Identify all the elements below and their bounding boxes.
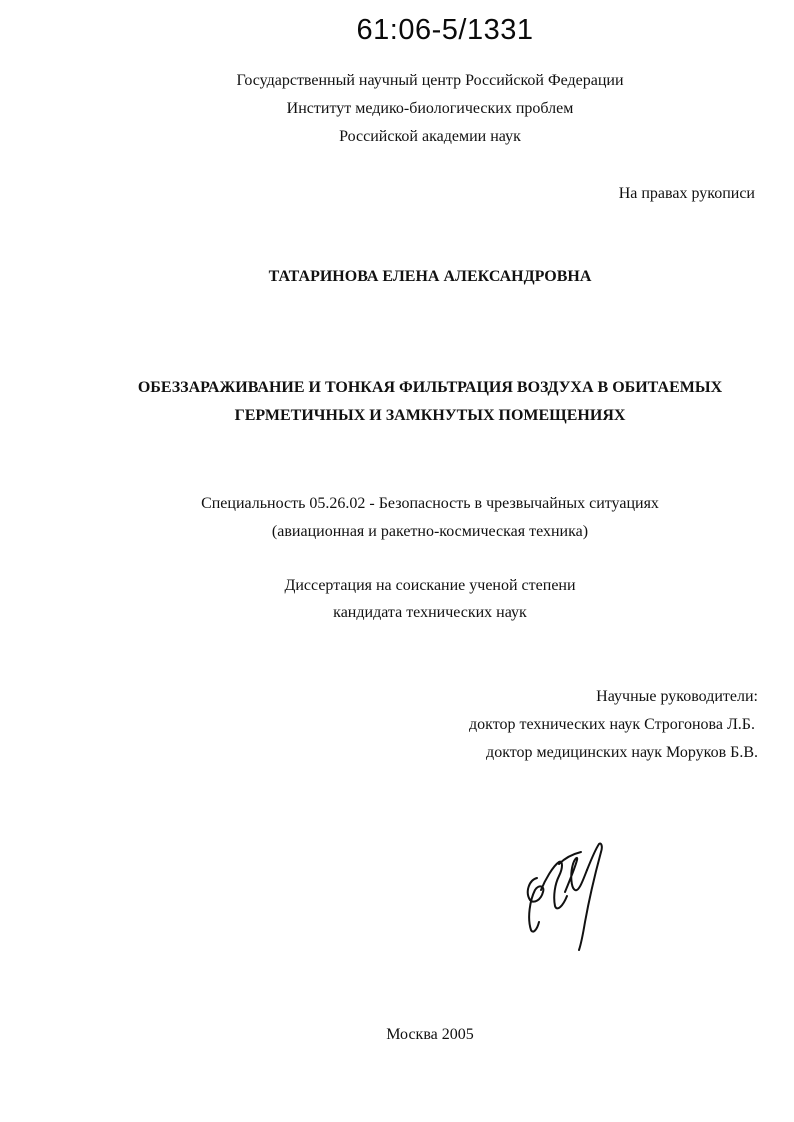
- place-and-year: Москва 2005: [386, 1026, 474, 1043]
- degree-line-1: Диссертация на соискание ученой степени: [284, 577, 576, 594]
- degree-line-2: кандидата технических наук: [333, 604, 527, 621]
- catalog-number: 61:06-5/1331: [356, 14, 534, 46]
- specialty-line-2: (авиационная и ракетно-космическая техника): [271, 523, 589, 540]
- dissertation-title-line-2: ГЕРМЕТИЧНЫХ И ЗАМКНУТЫХ ПОМЕЩЕНИЯХ: [234, 407, 626, 424]
- specialty-line-1: Специальность 05.26.02 - Безопасность в чрезвычайных ситуациях: [201, 495, 659, 512]
- institution-line-3: Российской академии наук: [339, 128, 521, 145]
- supervisors-heading: Научные руководители:: [596, 688, 758, 705]
- handwritten-signature: [515, 830, 615, 955]
- author-name: ТАТАРИНОВА ЕЛЕНА АЛЕКСАНДРОВНА: [268, 268, 592, 285]
- institution-line-2: Институт медико-биологических проблем: [286, 100, 574, 117]
- manuscript-note: На правах рукописи: [618, 185, 755, 202]
- supervisor-2: доктор медицинских наук Моруков Б.В.: [486, 744, 758, 761]
- dissertation-title-line-1: ОБЕЗЗАРАЖИВАНИЕ И ТОНКАЯ ФИЛЬТРАЦИЯ ВОЗДУХА В ОБИТАЕМЫХ: [137, 379, 723, 396]
- supervisor-1: доктор технических наук Строгонова Л.Б.: [469, 716, 755, 733]
- institution-line-1: Государственный научный центр Российской Федерации: [236, 72, 624, 89]
